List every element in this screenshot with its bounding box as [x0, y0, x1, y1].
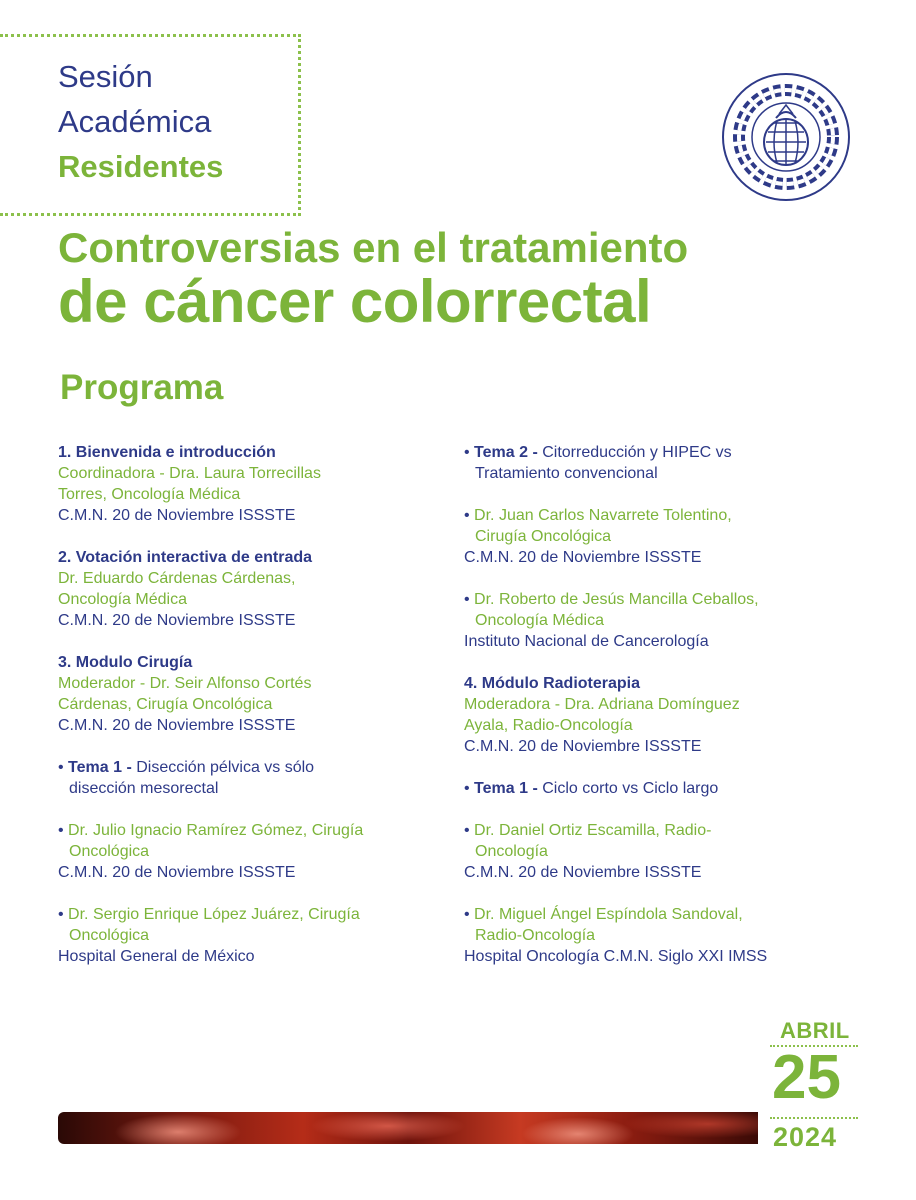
item-heading: 4. Módulo Radioterapia: [464, 675, 641, 692]
speaker-specialty: Radio-Oncología: [475, 927, 596, 944]
item-line: Dr. Eduardo Cárdenas Cárdenas,: [58, 570, 296, 587]
speaker-name: [464, 820, 864, 841]
speaker-name-text: Dr. Juan Carlos Navarrete Tolentino,: [474, 507, 732, 524]
event-title-line-2: de cáncer colorrectal: [58, 268, 652, 335]
speaker-name-text: Dr. Daniel Ortiz Escamilla, Radio-: [474, 822, 712, 839]
topic-text-cont: disección mesorectal: [69, 780, 219, 797]
program-item-1: [58, 442, 468, 526]
speaker-3: [464, 505, 864, 568]
date-month: ABRIL: [780, 1018, 850, 1043]
speaker-name: [464, 505, 864, 526]
item-line: Coordinadora - Dra. Laura Torrecillas: [58, 465, 321, 482]
program-column-left: [58, 442, 468, 988]
speaker-5: [464, 820, 864, 883]
topic-line: [464, 442, 864, 463]
program-item-2: [58, 547, 468, 631]
program-column-right: [464, 442, 864, 988]
item-institution: C.M.N. 20 de Noviembre ISSSTE: [58, 717, 296, 734]
speaker-institution: Hospital General de México: [58, 948, 255, 965]
item-line: Moderador - Dr. Seir Alfonso Cortés: [58, 675, 312, 692]
speaker-4: [464, 589, 864, 652]
item-line: Moderadora - Dra. Adriana Domínguez: [464, 696, 740, 713]
topic-1-radiotherapy: [464, 778, 864, 799]
topic-text: Disección pélvica vs sólo: [131, 759, 315, 776]
speaker-specialty: Oncología Médica: [475, 612, 604, 629]
speaker-name: [464, 904, 864, 925]
bullet-icon: •: [58, 759, 69, 776]
session-line-3: Residentes: [58, 149, 224, 184]
speaker-specialty: Oncológica: [69, 843, 150, 860]
item-line: Oncología Médica: [58, 591, 187, 608]
decorative-cells-band: [58, 1112, 758, 1144]
speaker-specialty: Oncología: [475, 843, 548, 860]
speaker-name-text: Dr. Sergio Enrique López Juárez, Cirugía: [68, 906, 360, 923]
speaker-name-text: Dr. Miguel Ángel Espíndola Sandoval,: [474, 906, 743, 923]
program-heading: Programa: [60, 368, 224, 407]
session-line-2: Académica: [58, 104, 212, 139]
item-line: Cárdenas, Cirugía Oncológica: [58, 696, 273, 713]
date-day: 25: [772, 1043, 841, 1112]
item-line: Ayala, Radio-Oncología: [464, 717, 633, 734]
speaker-specialty: Oncológica: [69, 927, 150, 944]
topic-label: Tema 1 -: [474, 780, 538, 797]
item-heading: 3. Modulo Cirugía: [58, 654, 193, 671]
topic-line: [464, 778, 864, 799]
bullet-icon: •: [58, 822, 69, 839]
bullet-icon: •: [464, 780, 475, 797]
item-institution: C.M.N. 20 de Noviembre ISSSTE: [464, 738, 702, 755]
bullet-icon: •: [464, 507, 475, 524]
topic-text: Citorreducción y HIPEC vs: [537, 444, 732, 461]
bullet-icon: •: [58, 906, 69, 923]
speaker-name: [58, 820, 468, 841]
speaker-institution: C.M.N. 20 de Noviembre ISSSTE: [464, 864, 702, 881]
speaker-6: [464, 904, 864, 967]
item-institution: C.M.N. 20 de Noviembre ISSSTE: [58, 507, 296, 524]
topic-label: Tema 1 -: [68, 759, 132, 776]
bullet-icon: •: [464, 591, 475, 608]
topic-label: Tema 2 -: [474, 444, 538, 461]
speaker-name: [58, 904, 468, 925]
program-item-4: [464, 673, 864, 757]
bullet-icon: •: [464, 444, 475, 461]
topic-2-surgery: [464, 442, 864, 484]
speaker-name-text: Dr. Roberto de Jesús Mancilla Ceballos,: [474, 591, 759, 608]
speaker-institution: Hospital Oncología C.M.N. Siglo XXI IMSS: [464, 948, 768, 965]
item-heading: 2. Votación interactiva de entrada: [58, 549, 313, 566]
item-line: Torres, Oncología Médica: [58, 486, 241, 503]
speaker-specialty: Cirugía Oncológica: [475, 528, 612, 545]
date-year: 2024: [773, 1122, 838, 1152]
speaker-name: [464, 589, 864, 610]
speaker-institution: C.M.N. 20 de Noviembre ISSSTE: [58, 864, 296, 881]
item-institution: C.M.N. 20 de Noviembre ISSSTE: [58, 612, 296, 629]
speaker-1: [58, 820, 468, 883]
event-title-line-1: Controversias en el tratamiento: [58, 224, 689, 271]
bullet-icon: •: [464, 822, 475, 839]
session-line-1: Sesión: [58, 59, 153, 94]
society-seal-logo: [721, 72, 851, 202]
speaker-2: [58, 904, 468, 967]
topic-1-surgery: [58, 757, 468, 799]
item-heading: 1. Bienvenida e introducción: [58, 444, 276, 461]
speaker-institution: C.M.N. 20 de Noviembre ISSSTE: [464, 549, 702, 566]
bullet-icon: •: [464, 906, 475, 923]
topic-text-cont: Tratamiento convencional: [475, 465, 658, 482]
speaker-name-text: Dr. Julio Ignacio Ramírez Gómez, Cirugía: [68, 822, 364, 839]
program-item-3: [58, 652, 468, 736]
topic-line: [58, 757, 468, 778]
speaker-institution: Instituto Nacional de Cancerología: [464, 633, 709, 650]
topic-text: Ciclo corto vs Ciclo largo: [537, 780, 719, 797]
